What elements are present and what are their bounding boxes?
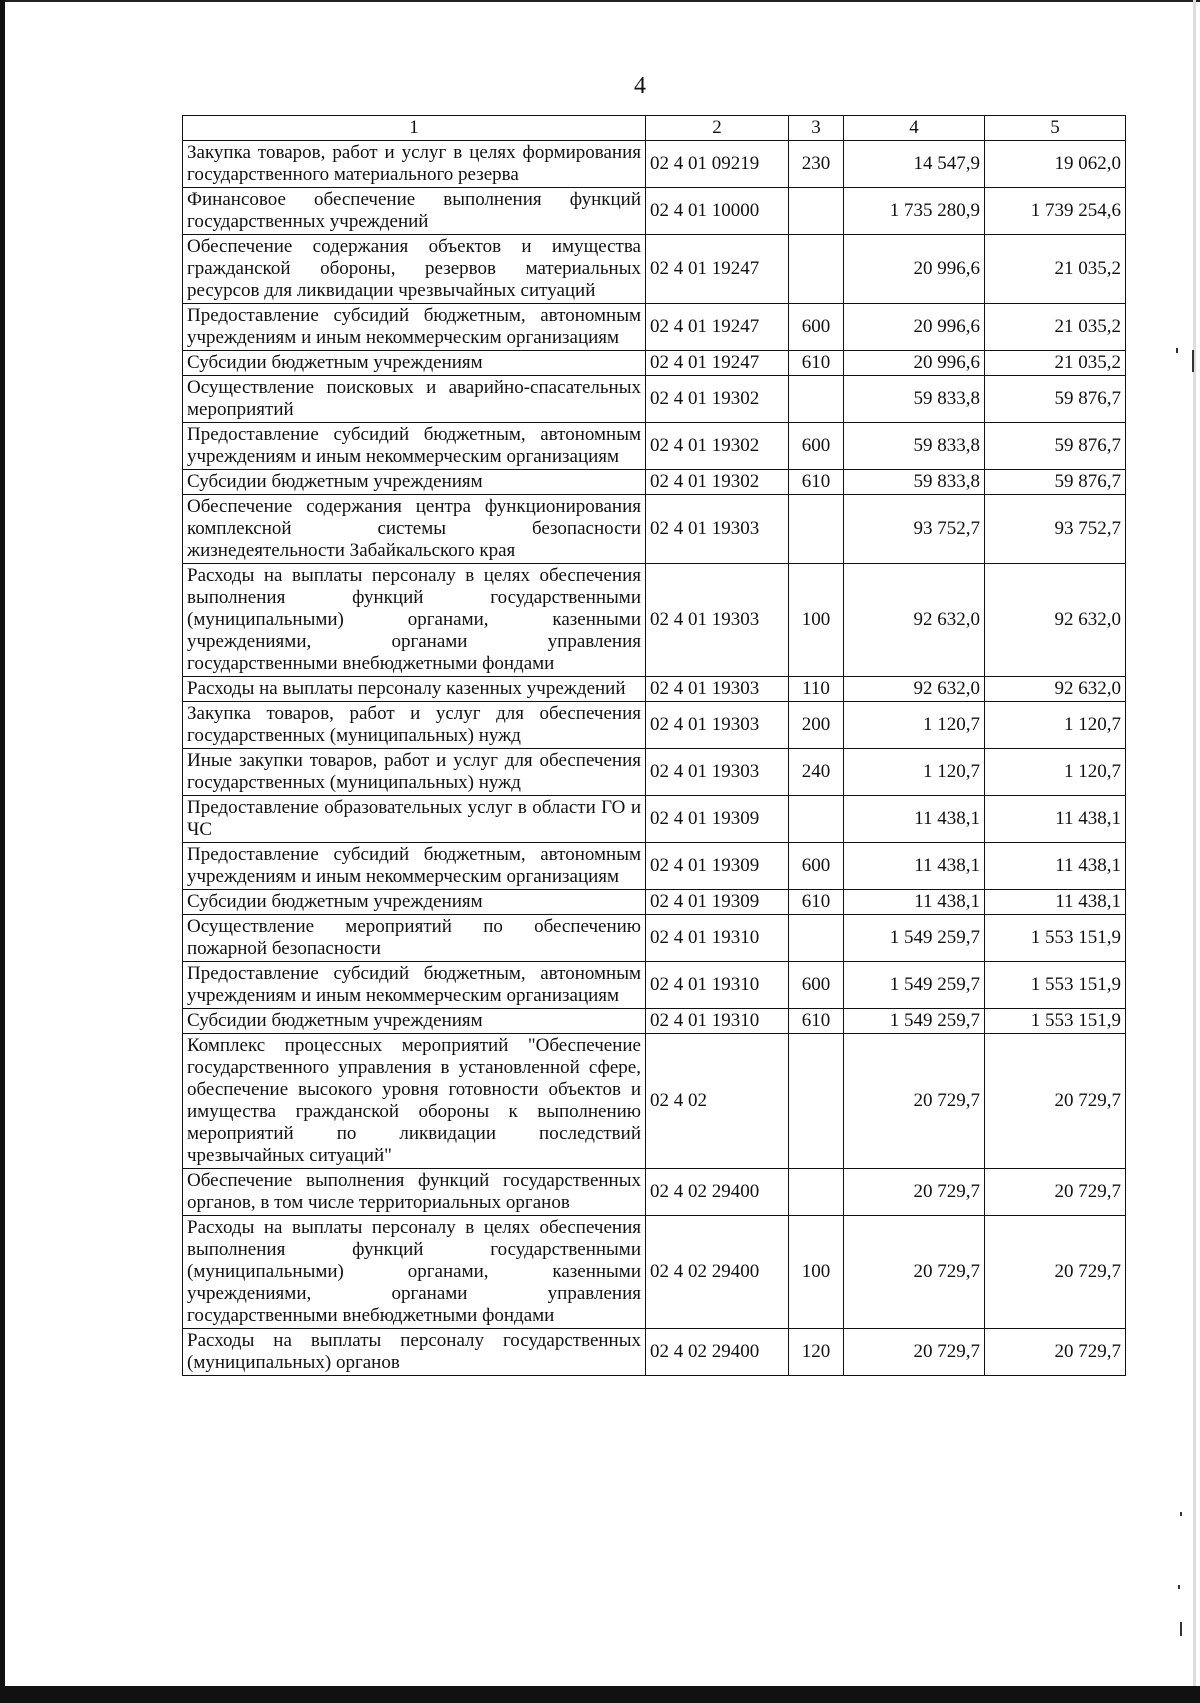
row-code-cell: 02 4 01 19302 (646, 470, 789, 495)
row-vr-cell (789, 495, 844, 564)
row-name-cell: Предоставление образовательных услуг в области ГО и ЧС (183, 796, 646, 843)
row-code-cell: 02 4 01 19302 (646, 423, 789, 470)
row-name-cell: Предоставление субсидий бюджетным, автономным учреждениям и иным некоммерческим организациям (183, 843, 646, 890)
row-amount-year2-cell: 59 876,7 (985, 470, 1126, 495)
row-vr-cell: 600 (789, 304, 844, 351)
row-name-cell: Предоставление субсидий бюджетным, автономным учреждениям и иным некоммерческим организациям (183, 962, 646, 1009)
row-code-cell: 02 4 01 19247 (646, 235, 789, 304)
row-code-cell: 02 4 01 19303 (646, 564, 789, 677)
row-amount-year2-cell: 1 553 151,9 (985, 915, 1126, 962)
scan-speck (1176, 348, 1178, 353)
scan-border-right (1193, 0, 1196, 1703)
row-amount-year1-cell: 11 438,1 (844, 890, 985, 915)
row-amount-year1-cell: 20 729,7 (844, 1169, 985, 1216)
row-vr-cell: 610 (789, 890, 844, 915)
row-vr-cell: 610 (789, 470, 844, 495)
row-vr-cell: 610 (789, 351, 844, 376)
row-vr-cell: 100 (789, 564, 844, 677)
row-amount-year2-cell: 20 729,7 (985, 1216, 1126, 1329)
row-amount-year2-cell: 21 035,2 (985, 304, 1126, 351)
row-amount-year2-cell: 11 438,1 (985, 796, 1126, 843)
row-vr-cell: 120 (789, 1329, 844, 1376)
row-vr-cell: 610 (789, 1009, 844, 1034)
row-vr-cell (789, 188, 844, 235)
row-name-cell: Закупка товаров, работ и услуг для обеспечения государственных (муниципальных) нужд (183, 702, 646, 749)
row-code-cell: 02 4 02 29400 (646, 1169, 789, 1216)
row-vr-cell: 100 (789, 1216, 844, 1329)
row-code-cell: 02 4 02 29400 (646, 1329, 789, 1376)
row-vr-cell (789, 915, 844, 962)
row-amount-year1-cell: 93 752,7 (844, 495, 985, 564)
row-vr-cell: 230 (789, 141, 844, 188)
row-code-cell: 02 4 02 (646, 1034, 789, 1169)
table-row (183, 1216, 1126, 1329)
row-code-cell: 02 4 01 19303 (646, 677, 789, 702)
column-header-year1: 4 (844, 116, 985, 141)
row-amount-year1-cell: 1 549 259,7 (844, 1009, 985, 1034)
row-amount-year2-cell: 92 632,0 (985, 677, 1126, 702)
row-name-cell: Осуществление мероприятий по обеспечению пожарной безопасности (183, 915, 646, 962)
row-amount-year2-cell: 20 729,7 (985, 1034, 1126, 1169)
row-amount-year2-cell: 20 729,7 (985, 1169, 1126, 1216)
row-amount-year1-cell: 59 833,8 (844, 423, 985, 470)
table-row (183, 423, 1126, 470)
scan-border-bottom (0, 1686, 1200, 1703)
table-row (183, 304, 1126, 351)
row-code-cell: 02 4 01 19309 (646, 843, 789, 890)
table-row (183, 843, 1126, 890)
row-code-cell: 02 4 01 19303 (646, 749, 789, 796)
row-name-cell: Субсидии бюджетным учреждениям (183, 351, 646, 376)
row-amount-year2-cell: 1 739 254,6 (985, 188, 1126, 235)
row-code-cell: 02 4 01 19310 (646, 962, 789, 1009)
row-name-cell: Расходы на выплаты персоналу в целях обеспечения выполнения функций государственными (муниципальными) органами, казенными учреждениями, органами управления государственными внебюджетными фондами (183, 564, 646, 677)
row-amount-year1-cell: 20 729,7 (844, 1216, 985, 1329)
page-number: 4 (634, 73, 646, 99)
row-amount-year2-cell: 21 035,2 (985, 351, 1126, 376)
row-amount-year1-cell: 59 833,8 (844, 470, 985, 495)
column-header-code: 2 (646, 116, 789, 141)
row-amount-year1-cell: 92 632,0 (844, 677, 985, 702)
table-row (183, 677, 1126, 702)
table-row (183, 235, 1126, 304)
row-name-cell: Обеспечение содержания центра функционирования комплексной системы безопасности жизнедеятельности Забайкальского края (183, 495, 646, 564)
row-code-cell: 02 4 01 09219 (646, 141, 789, 188)
row-amount-year1-cell: 1 735 280,9 (844, 188, 985, 235)
table-row (183, 890, 1126, 915)
row-amount-year1-cell: 20 729,7 (844, 1329, 985, 1376)
row-vr-cell (789, 376, 844, 423)
row-amount-year1-cell: 1 549 259,7 (844, 962, 985, 1009)
row-amount-year2-cell: 1 120,7 (985, 702, 1126, 749)
scan-speck (1180, 1622, 1182, 1636)
table-row (183, 749, 1126, 796)
scan-border-left (0, 0, 5, 1703)
row-amount-year1-cell: 1 549 259,7 (844, 915, 985, 962)
row-amount-year2-cell: 1 120,7 (985, 749, 1126, 796)
row-name-cell: Предоставление субсидий бюджетным, автономным учреждениям и иным некоммерческим организациям (183, 423, 646, 470)
table-row (183, 470, 1126, 495)
row-amount-year2-cell: 19 062,0 (985, 141, 1126, 188)
row-vr-cell: 600 (789, 962, 844, 1009)
row-amount-year1-cell: 59 833,8 (844, 376, 985, 423)
row-name-cell: Субсидии бюджетным учреждениям (183, 1009, 646, 1034)
row-name-cell: Закупка товаров, работ и услуг в целях формирования государственного материального резерва (183, 141, 646, 188)
row-code-cell: 02 4 01 19309 (646, 890, 789, 915)
row-amount-year1-cell: 1 120,7 (844, 749, 985, 796)
row-vr-cell: 600 (789, 423, 844, 470)
row-code-cell: 02 4 02 29400 (646, 1216, 789, 1329)
row-amount-year1-cell: 20 996,6 (844, 351, 985, 376)
row-code-cell: 02 4 01 19302 (646, 376, 789, 423)
row-amount-year2-cell: 21 035,2 (985, 235, 1126, 304)
row-amount-year1-cell: 20 729,7 (844, 1034, 985, 1169)
row-name-cell: Субсидии бюджетным учреждениям (183, 470, 646, 495)
row-name-cell: Иные закупки товаров, работ и услуг для обеспечения государственных (муниципальных) нужд (183, 749, 646, 796)
row-name-cell: Финансовое обеспечение выполнения функций государственных учреждений (183, 188, 646, 235)
row-vr-cell: 200 (789, 702, 844, 749)
row-name-cell: Расходы на выплаты персоналу государственных (муниципальных) органов (183, 1329, 646, 1376)
row-name-cell: Обеспечение выполнения функций государственных органов, в том числе территориальных органов (183, 1169, 646, 1216)
table-row (183, 915, 1126, 962)
row-code-cell: 02 4 01 19310 (646, 915, 789, 962)
row-amount-year1-cell: 11 438,1 (844, 843, 985, 890)
row-amount-year1-cell: 11 438,1 (844, 796, 985, 843)
column-header-name: 1 (183, 116, 646, 141)
table-row (183, 495, 1126, 564)
table-row (183, 188, 1126, 235)
row-amount-year1-cell: 20 996,6 (844, 235, 985, 304)
table-header-row (183, 116, 1126, 141)
table-row (183, 1034, 1126, 1169)
row-amount-year2-cell: 11 438,1 (985, 890, 1126, 915)
row-amount-year1-cell: 14 547,9 (844, 141, 985, 188)
scan-speck (1180, 1512, 1182, 1516)
table-row (183, 351, 1126, 376)
budget-table (182, 115, 1126, 1376)
row-code-cell: 02 4 01 19247 (646, 304, 789, 351)
row-code-cell: 02 4 01 19303 (646, 702, 789, 749)
row-name-cell: Предоставление субсидий бюджетным, автономным учреждениям и иным некоммерческим организациям (183, 304, 646, 351)
row-name-cell: Расходы на выплаты персоналу в целях обеспечения выполнения функций государственными (муниципальными) органами, казенными учреждениями, органами управления государственными внебюджетными фондами (183, 1216, 646, 1329)
row-amount-year1-cell: 1 120,7 (844, 702, 985, 749)
row-amount-year2-cell: 59 876,7 (985, 423, 1126, 470)
row-amount-year1-cell: 20 996,6 (844, 304, 985, 351)
row-code-cell: 02 4 01 10000 (646, 188, 789, 235)
row-vr-cell: 240 (789, 749, 844, 796)
table-row (183, 141, 1126, 188)
table-row (183, 1169, 1126, 1216)
row-code-cell: 02 4 01 19309 (646, 796, 789, 843)
row-amount-year2-cell: 11 438,1 (985, 843, 1126, 890)
row-vr-cell (789, 1169, 844, 1216)
scan-speck (1178, 1585, 1180, 1589)
row-name-cell: Расходы на выплаты персоналу казенных учреждений (183, 677, 646, 702)
table-row (183, 962, 1126, 1009)
table-row (183, 702, 1126, 749)
row-amount-year1-cell: 92 632,0 (844, 564, 985, 677)
row-amount-year2-cell: 92 632,0 (985, 564, 1126, 677)
row-name-cell: Осуществление поисковых и аварийно-спасательных мероприятий (183, 376, 646, 423)
row-amount-year2-cell: 93 752,7 (985, 495, 1126, 564)
row-amount-year2-cell: 59 876,7 (985, 376, 1126, 423)
row-code-cell: 02 4 01 19310 (646, 1009, 789, 1034)
row-name-cell: Субсидии бюджетным учреждениям (183, 890, 646, 915)
row-vr-cell: 600 (789, 843, 844, 890)
table-row (183, 1009, 1126, 1034)
row-amount-year2-cell: 1 553 151,9 (985, 962, 1126, 1009)
row-code-cell: 02 4 01 19247 (646, 351, 789, 376)
row-amount-year2-cell: 20 729,7 (985, 1329, 1126, 1376)
column-header-year2: 5 (985, 116, 1126, 141)
row-vr-cell (789, 1034, 844, 1169)
row-name-cell: Обеспечение содержания объектов и имущества гражданской обороны, резервов материальных ресурсов для ликвидации чрезвычайных ситуаций (183, 235, 646, 304)
row-vr-cell (789, 235, 844, 304)
table-row (183, 564, 1126, 677)
row-vr-cell: 110 (789, 677, 844, 702)
row-code-cell: 02 4 01 19303 (646, 495, 789, 564)
row-vr-cell (789, 796, 844, 843)
table-row (183, 1329, 1126, 1376)
table-row (183, 376, 1126, 423)
scan-speck (1192, 350, 1194, 372)
table-row (183, 796, 1126, 843)
column-header-vr: 3 (789, 116, 844, 141)
row-name-cell: Комплекс процессных мероприятий "Обеспечение государственного управления в установленной сфере, обеспечение высокого уровня готовности объектов и имущества гражданской обороны к выполнению мероприятий по ликвидации последствий чрезвычайных ситуаций" (183, 1034, 646, 1169)
scan-border-top (0, 0, 1200, 2)
table-body (183, 141, 1126, 1376)
row-amount-year2-cell: 1 553 151,9 (985, 1009, 1126, 1034)
